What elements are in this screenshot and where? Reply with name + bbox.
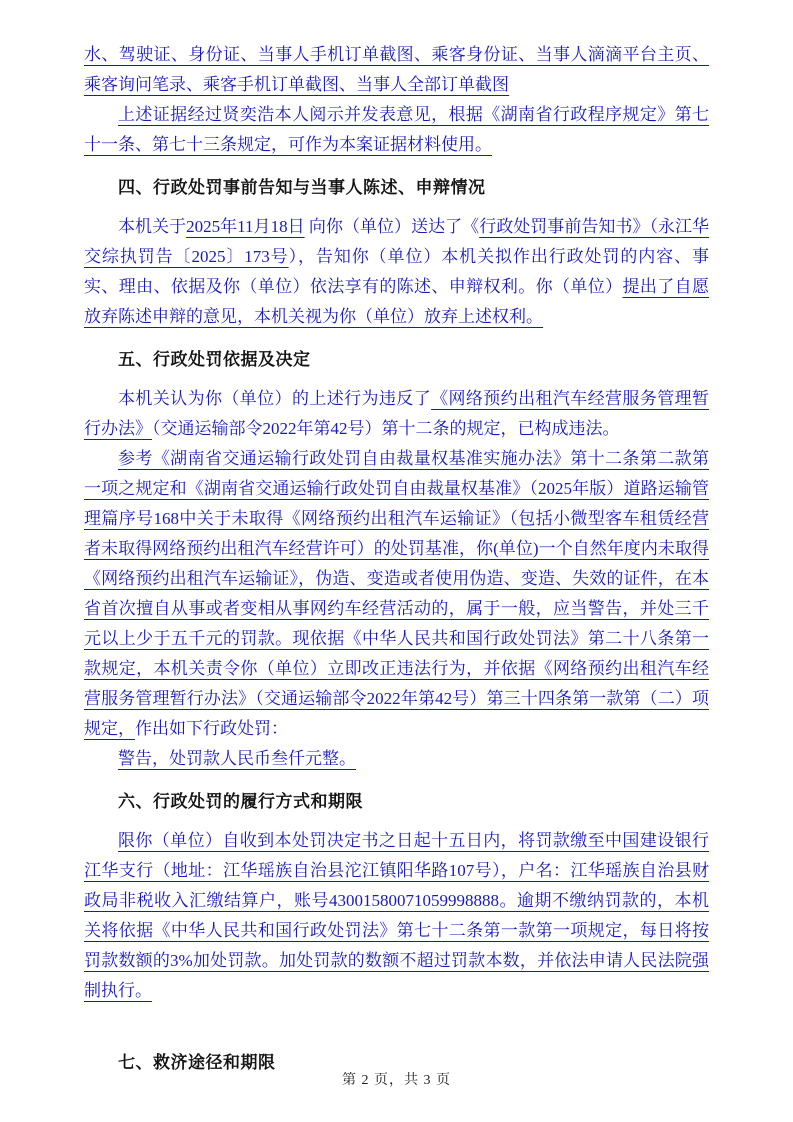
notice-date-value: 2025年11月18日 — [186, 217, 305, 236]
discretion-basis-text: 参考《湖南省交通运输行政处罚自由裁量权基准实施办法》第十二条第二款第一项之规定和《湖南省交通运输行政处罚自由裁量权基准》（2025年版）道路运输管理篇序号168中关于未取得《网络预约出租汽车运输证》（包括小微型客车租赁经营者未取得网络预约出租汽车经营许可）的处罚基准，你(单位)一个自然年度内未取得《网络预约出租汽车运输证》，伪造、变造或者使用伪造、变造、失效的证件，在本省首次擅自从事或者变相从事网约车经营活动的，属于一般，应当警告，并处三千元以上少于五千元的罚款。现依据《中华人民共和国行政处罚法》第二十八条第一款规定，本机关责令你（单位）立即改正违法行为，并依据《网络预约出租汽车经营服务管理暂行办法》（交通运输部令2022年第42号）第三十四条第一款第（二）项规定， — [84, 449, 709, 738]
discretion-basis-paragraph — [84, 444, 709, 744]
evidence-list-continuation — [84, 40, 709, 100]
notice-doc-number-value: 行政处罚事前告知书》（永江华交综执罚告〔2025〕173号 — [84, 217, 710, 266]
section-heading-prior-notice: 四、行政处罚事前告知与当事人陈述、申辩情况 — [118, 178, 486, 197]
text-segment: 本机关于 — [118, 217, 187, 236]
regulation-title-value: 《网络预约出租汽车经营服务管理暂行办法》 — [84, 389, 710, 438]
text-segment: （交通运输部令2022年第42号）第十二条的规定，已构成违法。 — [152, 419, 620, 438]
penalty-decision-paragraph — [84, 744, 709, 774]
section-heading-remedies: 七、救济途径和期限 — [118, 1053, 276, 1072]
violation-paragraph — [84, 384, 709, 444]
text-segment: 本机关认为你（单位）的上述行为违反了 — [118, 389, 432, 408]
text-segment: ），告知你（单位）本机关拟作出行政处罚的内容、事实、理由、依据及你（单位）依法享有的陈述、申辩权利。你（单位） — [84, 247, 710, 296]
evidence-confirmation-text: 上述证据经过贤奕浩本人阅示并发表意见，根据《湖南省行政程序规定》第七十一条、第七十三条规定，可作为本案证据材料使用。 — [84, 105, 709, 154]
section-heading-payment: 六、行政处罚的履行方式和期限 — [118, 792, 363, 811]
text-segment: 作出如下行政处罚： — [135, 719, 288, 738]
evidence-confirmation-paragraph — [84, 100, 709, 160]
payment-instructions-paragraph — [84, 826, 709, 1006]
page-number: 第 2 页，共 3 页 — [342, 1073, 451, 1088]
prior-notice-paragraph — [84, 212, 709, 332]
payment-instructions-text: 限你（单位）自收到本处罚决定书之日起十五日内，将罚款缴至中国建设银行江华支行（地址：江华瑶族自治县沱江镇阳华路107号），户名：江华瑶族自治县财政局非税收入汇缴结算户，账号43001580071059998888。逾期不缴纳罚款的，本机关将依据《中华人民共和国行政处罚法》第七十二条第一款第一项规定，每日将按罚款数额的3%加处罚款。加处罚款的数额不超过罚款本数，并依法申请人民法院强制执行。 — [84, 831, 709, 1000]
evidence-list-text: 水、驾驶证、身份证、当事人手机订单截图、乘客身份证、当事人滴滴平台主页、乘客询问笔录、乘客手机订单截图、当事人全部订单截图 — [84, 45, 709, 94]
penalty-decision-text: 警告，处罚款人民币叁仟元整。 — [118, 749, 356, 768]
text-segment: 向你（单位）送达了《 — [304, 217, 480, 236]
statement-waiver-text: 提出了自愿放弃陈述申辩的意见，本机关视为你（单位）放弃上述权利。 — [84, 277, 710, 326]
section-heading-penalty-basis: 五、行政处罚依据及决定 — [118, 350, 311, 369]
